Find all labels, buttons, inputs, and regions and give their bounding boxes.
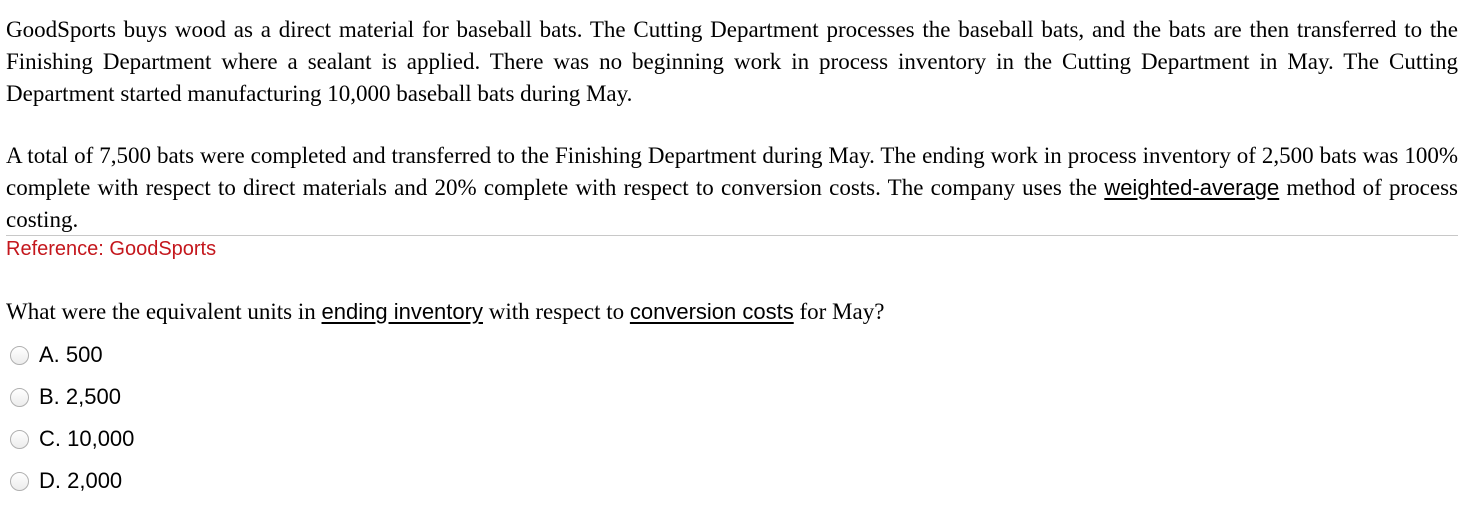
glossary-link-weighted-average[interactable]: weighted-average — [1104, 175, 1280, 200]
passage-paragraph-1: GoodSports buys wood as a direct material for baseball bats. The Cutting Department processes the baseball bats, and the bats are then transferred to the Finishing Department where a sealant is applied. There was no beginning work in process inventory in the Cutting Department in May. The Cutting Department started manufacturing 10,000 baseball bats during May. — [6, 17, 1458, 106]
radio-button-icon[interactable] — [10, 472, 29, 491]
answer-option-label[interactable]: A. 500 — [39, 342, 103, 367]
answer-option-a[interactable] — [10, 334, 134, 376]
glossary-link-conversion-costs[interactable]: conversion costs — [629, 299, 794, 324]
question-text-part-1: What were the equivalent units in — [6, 299, 322, 324]
radio-button-icon[interactable] — [10, 430, 29, 449]
answer-options — [10, 334, 134, 502]
reference-label: Reference: GoodSports — [6, 238, 217, 260]
reference-divider — [6, 235, 1458, 236]
question-text — [6, 296, 884, 328]
paragraph-2-text-end: method of process costing. — [6, 175, 1458, 232]
answer-option-label[interactable]: D. 2,000 — [39, 468, 123, 493]
answer-option-c[interactable] — [10, 418, 134, 460]
question-text-part-2: with respect to — [482, 299, 630, 324]
paragraph-2-text-start: A total of 7,500 bats were completed and transferred to the Finishing Department during May. The ending work in process inventory of 2,500 bats was 100% complete with respect to direct materials and 20% complete with respect to conversion costs. The company uses the — [6, 143, 1458, 200]
answer-option-label[interactable]: B. 2,500 — [39, 384, 121, 409]
passage-paragraph-2 — [6, 140, 1458, 236]
question-text-part-3: for May? — [793, 299, 885, 324]
answer-option-b[interactable] — [10, 376, 134, 418]
answer-option-d[interactable] — [10, 460, 134, 502]
radio-button-icon[interactable] — [10, 346, 29, 365]
glossary-link-ending-inventory[interactable]: ending inventory — [321, 299, 483, 324]
answer-option-label[interactable]: C. 10,000 — [39, 426, 135, 451]
radio-button-icon[interactable] — [10, 388, 29, 407]
problem-passage — [6, 14, 1458, 236]
